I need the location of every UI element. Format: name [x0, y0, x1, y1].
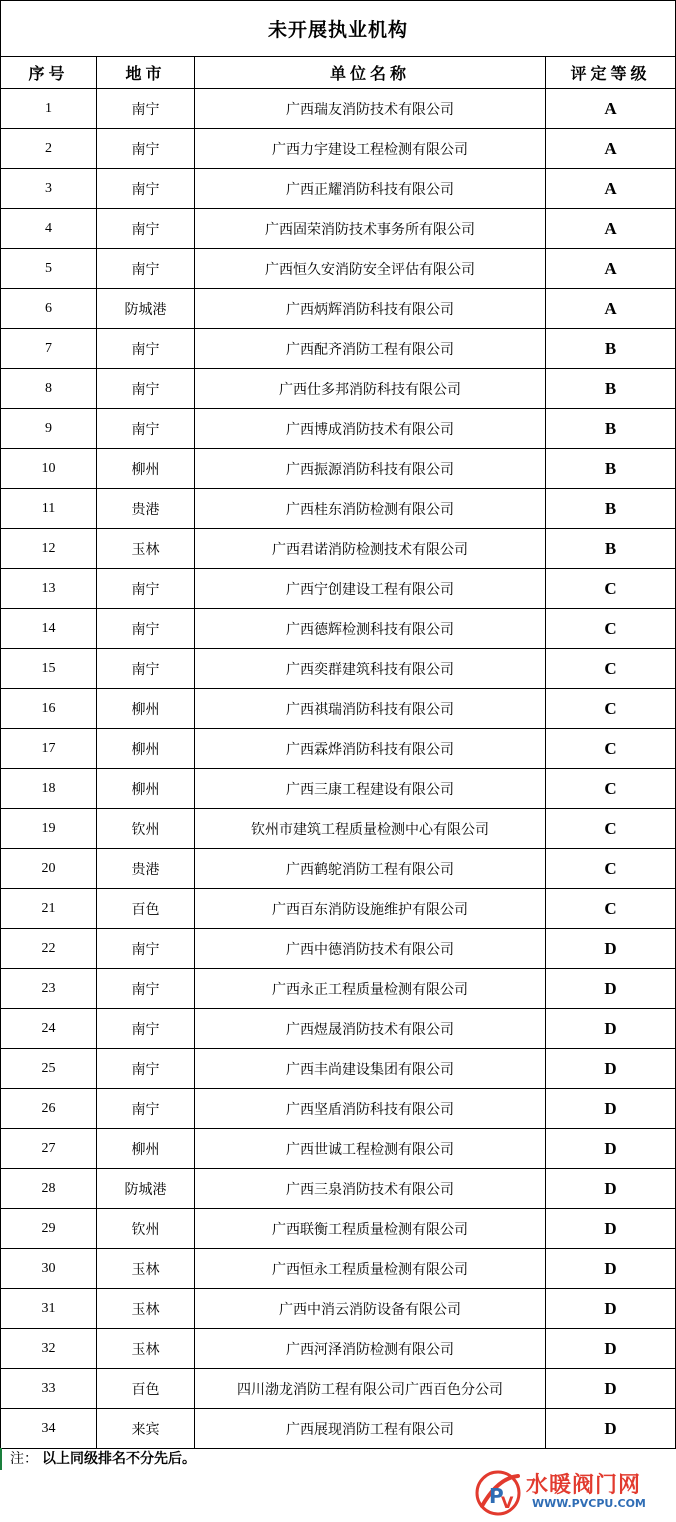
- cell-no: 20: [1, 849, 97, 889]
- cell-no: 4: [1, 209, 97, 249]
- table-row: [1, 809, 676, 849]
- header-row: [1, 57, 676, 89]
- cell-name: 钦州市建筑工程质量检测中心有限公司: [195, 809, 546, 849]
- footnote-lead: 注：: [10, 1451, 38, 1467]
- cell-name: 广西永正工程质量检测有限公司: [195, 969, 546, 1009]
- cell-no: 7: [1, 329, 97, 369]
- cell-grade: D: [546, 1289, 676, 1329]
- cell-grade: D: [546, 1249, 676, 1289]
- cell-city: 南宁: [97, 609, 195, 649]
- cell-city: 南宁: [97, 369, 195, 409]
- cell-no: 24: [1, 1009, 97, 1049]
- cell-city: 防城港: [97, 1169, 195, 1209]
- table-row: [1, 1409, 676, 1449]
- table-row: [1, 489, 676, 529]
- cell-city: 南宁: [97, 209, 195, 249]
- cell-city: 钦州: [97, 1209, 195, 1249]
- cell-name: 四川渤龙消防工程有限公司广西百色分公司: [195, 1369, 546, 1409]
- cell-grade: A: [546, 129, 676, 169]
- table-row: [1, 289, 676, 329]
- cell-name: 广西仕多邦消防科技有限公司: [195, 369, 546, 409]
- cell-name: 广西展现消防工程有限公司: [195, 1409, 546, 1449]
- header-grade: 评定等级: [546, 57, 676, 89]
- cell-city: 南宁: [97, 569, 195, 609]
- svg-text:P: P: [489, 1484, 504, 1508]
- table-row: [1, 329, 676, 369]
- cell-grade: B: [546, 369, 676, 409]
- cell-grade: C: [546, 609, 676, 649]
- table-row: [1, 729, 676, 769]
- cell-city: 柳州: [97, 769, 195, 809]
- cell-no: 9: [1, 409, 97, 449]
- cell-city: 南宁: [97, 329, 195, 369]
- table-row: [1, 1089, 676, 1129]
- cell-name: 广西鹤鸵消防工程有限公司: [195, 849, 546, 889]
- cell-city: 南宁: [97, 1009, 195, 1049]
- table-row: [1, 89, 676, 129]
- cell-grade: D: [546, 1169, 676, 1209]
- table-title: 未开展执业机构: [1, 1, 676, 57]
- cell-grade: C: [546, 569, 676, 609]
- cell-city: 柳州: [97, 1129, 195, 1169]
- cell-grade: C: [546, 729, 676, 769]
- cell-no: 10: [1, 449, 97, 489]
- cell-city: 南宁: [97, 1049, 195, 1089]
- cell-name: 广西恒久安消防安全评估有限公司: [195, 249, 546, 289]
- cell-name: 广西百东消防设施维护有限公司: [195, 889, 546, 929]
- cell-name: 广西奕群建筑科技有限公司: [195, 649, 546, 689]
- cell-city: 钦州: [97, 809, 195, 849]
- table-row: [1, 169, 676, 209]
- cell-city: 南宁: [97, 89, 195, 129]
- cell-grade: D: [546, 1089, 676, 1129]
- svg-text:V: V: [501, 1493, 514, 1512]
- table-row: [1, 1169, 676, 1209]
- cell-city: 南宁: [97, 169, 195, 209]
- table-row: [1, 1129, 676, 1169]
- cell-no: 23: [1, 969, 97, 1009]
- header-name: 单位名称: [195, 57, 546, 89]
- cell-name: 广西煜晟消防技术有限公司: [195, 1009, 546, 1049]
- cell-grade: C: [546, 649, 676, 689]
- cell-no: 11: [1, 489, 97, 529]
- cell-no: 30: [1, 1249, 97, 1289]
- cell-city: 玉林: [97, 1329, 195, 1369]
- cell-no: 29: [1, 1209, 97, 1249]
- table-row: [1, 249, 676, 289]
- cell-city: 玉林: [97, 529, 195, 569]
- cell-no: 8: [1, 369, 97, 409]
- cell-no: 12: [1, 529, 97, 569]
- cell-grade: B: [546, 449, 676, 489]
- cell-city: 百色: [97, 1369, 195, 1409]
- cell-grade: D: [546, 1369, 676, 1409]
- cell-grade: D: [546, 1129, 676, 1169]
- cell-no: 17: [1, 729, 97, 769]
- cell-no: 5: [1, 249, 97, 289]
- cell-name: 广西德辉检测科技有限公司: [195, 609, 546, 649]
- cell-grade: B: [546, 529, 676, 569]
- cell-grade: C: [546, 809, 676, 849]
- cell-name: 广西君诺消防检测技术有限公司: [195, 529, 546, 569]
- cell-city: 柳州: [97, 689, 195, 729]
- cell-grade: A: [546, 289, 676, 329]
- watermark-url: WWW.PVCPU.COM: [532, 1497, 646, 1510]
- table-body: [1, 89, 676, 1449]
- cell-city: 贵港: [97, 849, 195, 889]
- cell-name: 广西三泉消防技术有限公司: [195, 1169, 546, 1209]
- cell-city: 柳州: [97, 449, 195, 489]
- table-row: [1, 889, 676, 929]
- cell-grade: D: [546, 1049, 676, 1089]
- cell-no: 3: [1, 169, 97, 209]
- cell-name: 广西世诚工程检测有限公司: [195, 1129, 546, 1169]
- table-row: [1, 649, 676, 689]
- cell-grade: B: [546, 489, 676, 529]
- cell-grade: D: [546, 929, 676, 969]
- cell-city: 玉林: [97, 1289, 195, 1329]
- cell-grade: A: [546, 89, 676, 129]
- cell-no: 15: [1, 649, 97, 689]
- pv-logo-icon: [474, 1466, 524, 1518]
- cell-city: 南宁: [97, 129, 195, 169]
- header-city: 地市: [97, 57, 195, 89]
- cell-no: 18: [1, 769, 97, 809]
- cell-city: 玉林: [97, 1249, 195, 1289]
- cell-city: 柳州: [97, 729, 195, 769]
- cell-no: 13: [1, 569, 97, 609]
- table-row: [1, 449, 676, 489]
- cell-city: 南宁: [97, 249, 195, 289]
- footnote-text: 以上同级排名不分先后。: [42, 1451, 196, 1467]
- cell-no: 1: [1, 89, 97, 129]
- cell-no: 19: [1, 809, 97, 849]
- cell-name: 广西丰尚建设集团有限公司: [195, 1049, 546, 1089]
- cell-name: 广西中消云消防设备有限公司: [195, 1289, 546, 1329]
- cell-grade: D: [546, 1209, 676, 1249]
- cell-name: 广西炳辉消防科技有限公司: [195, 289, 546, 329]
- cell-grade: C: [546, 769, 676, 809]
- table-row: [1, 849, 676, 889]
- table-row: [1, 569, 676, 609]
- cell-name: 广西三康工程建设有限公司: [195, 769, 546, 809]
- cell-no: 14: [1, 609, 97, 649]
- cell-name: 广西联衡工程质量检测有限公司: [195, 1209, 546, 1249]
- cell-name: 广西坚盾消防科技有限公司: [195, 1089, 546, 1129]
- cell-city: 来宾: [97, 1409, 195, 1449]
- table-row: [1, 1329, 676, 1369]
- table-row: [1, 1249, 676, 1289]
- cell-name: 广西振源消防科技有限公司: [195, 449, 546, 489]
- table-row: [1, 529, 676, 569]
- cell-name: 广西瑞友消防技术有限公司: [195, 89, 546, 129]
- table-row: [1, 1209, 676, 1249]
- cell-name: 广西配齐消防工程有限公司: [195, 329, 546, 369]
- table-row: [1, 1369, 676, 1409]
- table-row: [1, 929, 676, 969]
- cell-grade: D: [546, 1009, 676, 1049]
- cell-no: 32: [1, 1329, 97, 1369]
- table-row: [1, 369, 676, 409]
- cell-no: 34: [1, 1409, 97, 1449]
- table-row: [1, 209, 676, 249]
- cell-name: 广西祺瑞消防科技有限公司: [195, 689, 546, 729]
- cell-no: 16: [1, 689, 97, 729]
- cell-grade: D: [546, 969, 676, 1009]
- cell-name: 广西博成消防技术有限公司: [195, 409, 546, 449]
- table-row: [1, 769, 676, 809]
- cell-grade: C: [546, 849, 676, 889]
- cell-no: 22: [1, 929, 97, 969]
- cell-city: 贵港: [97, 489, 195, 529]
- cell-name: 广西正耀消防科技有限公司: [195, 169, 546, 209]
- cell-name: 广西宁创建设工程有限公司: [195, 569, 546, 609]
- cell-city: 南宁: [97, 649, 195, 689]
- cell-name: 广西中德消防技术有限公司: [195, 929, 546, 969]
- cell-name: 广西桂东消防检测有限公司: [195, 489, 546, 529]
- cell-city: 防城港: [97, 289, 195, 329]
- cell-city: 南宁: [97, 929, 195, 969]
- header-no: 序号: [1, 57, 97, 89]
- table-row: [1, 689, 676, 729]
- cell-no: 2: [1, 129, 97, 169]
- cell-no: 28: [1, 1169, 97, 1209]
- cell-no: 6: [1, 289, 97, 329]
- cell-city: 南宁: [97, 969, 195, 1009]
- cell-grade: C: [546, 689, 676, 729]
- table-row: [1, 1009, 676, 1049]
- cell-no: 31: [1, 1289, 97, 1329]
- cell-no: 27: [1, 1129, 97, 1169]
- table-row: [1, 409, 676, 449]
- cell-grade: D: [546, 1329, 676, 1369]
- cell-no: 21: [1, 889, 97, 929]
- cell-name: 广西固荣消防技术事务所有限公司: [195, 209, 546, 249]
- cell-city: 百色: [97, 889, 195, 929]
- cell-no: 25: [1, 1049, 97, 1089]
- cell-name: 广西霖烨消防科技有限公司: [195, 729, 546, 769]
- cell-name: 广西恒永工程质量检测有限公司: [195, 1249, 546, 1289]
- cell-name: 广西力宇建设工程检测有限公司: [195, 129, 546, 169]
- cell-grade: C: [546, 889, 676, 929]
- cell-name: 广西河泽消防检测有限公司: [195, 1329, 546, 1369]
- table-row: [1, 969, 676, 1009]
- table-row: [1, 1289, 676, 1329]
- cell-grade: A: [546, 209, 676, 249]
- cell-grade: D: [546, 1409, 676, 1449]
- table-row: [1, 1049, 676, 1089]
- cell-grade: B: [546, 329, 676, 369]
- table-row: [1, 129, 676, 169]
- watermark: [474, 1466, 670, 1518]
- cell-grade: A: [546, 169, 676, 209]
- cell-city: 南宁: [97, 409, 195, 449]
- table-row: [1, 609, 676, 649]
- cell-grade: A: [546, 249, 676, 289]
- cell-no: 26: [1, 1089, 97, 1129]
- cell-grade: B: [546, 409, 676, 449]
- cell-city: 南宁: [97, 1089, 195, 1129]
- cell-no: 33: [1, 1369, 97, 1409]
- watermark-brand: 水暖阀门网: [526, 1473, 642, 1498]
